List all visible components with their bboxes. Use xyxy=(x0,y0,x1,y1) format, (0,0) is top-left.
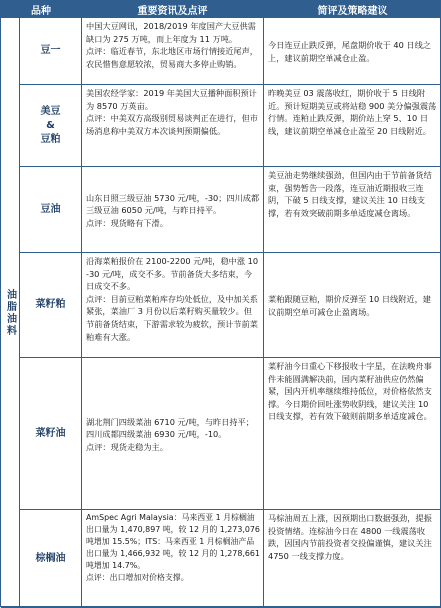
variety-label: 棕榈油 xyxy=(35,552,66,564)
news-cell xyxy=(82,510,264,608)
strategy-cell xyxy=(264,253,441,358)
news-cell xyxy=(82,167,264,253)
news-cell xyxy=(82,85,264,167)
variety-cell xyxy=(20,510,82,608)
strategy-text: 昨晚美豆 03 震荡收红，期价收于 5 日线附近。预计短期美豆或将站稳 900 美分偏强震荡行情。连粕止跌反弹，期价站上穿 5、10 日线，建议前期空单减仓止盈至 20 日线附近。 xyxy=(268,88,437,136)
news-cell xyxy=(82,358,264,510)
category-label: 油脂油料 xyxy=(1,18,20,608)
variety-label: 豆油 xyxy=(40,203,61,215)
variety-label: 美豆 & 豆粕 xyxy=(40,105,61,145)
header-variety: 品种 xyxy=(1,1,82,18)
variety-label: 豆一 xyxy=(40,45,61,56)
news-cell xyxy=(82,18,264,85)
strategy-text: 菜籽油今日重心下移报收十字星，在法晚舟事件未能圆满解决前，国内菜籽油供应仍然偏紧，国内开机率继续维持低位，对价格依然支撑。今日期价回吐涨势收阴线，建议关注 10 日线支撑，若有效下破则前期多单适度减仓。 xyxy=(268,361,432,422)
variety-cell xyxy=(20,18,82,85)
news-text: 山东日照三级豆油 5730 元/吨，-30；四川成都三级豆油 6050 元/吨，与昨日持平。 点评：现货略有下滑。 xyxy=(86,192,260,228)
header-strategy: 简评及策略建议 xyxy=(264,1,441,18)
news-text: 沿海菜粕报价在 2100-2200 元/吨，稳中涨 10-30 元/吨，成交不多。节前备货大多结束，今日成交不多。 点评：目前豆粕菜粕库存均处低位，及中加关系紧张，菜油厂 3 月份以后菜籽购买量较少。但节前备货结束，下游需求较为疲软，预计节前菜粕难有大涨。 xyxy=(86,256,259,342)
news-text: 湖北荆门四级菜油 6710 元/吨，与昨日持平；四川成都四级菜油 6930 元/吨，-10。 点评：现货走稳为主。 xyxy=(86,416,254,452)
header-news: 重要资讯及点评 xyxy=(82,1,264,18)
news-cell xyxy=(82,253,264,358)
variety-cell xyxy=(20,167,82,253)
strategy-text: 今日连豆止跌反弹，尾盘期价收于 40 日线之上，建议前期空单减仓止盈。 xyxy=(268,40,431,63)
strategy-cell xyxy=(264,358,441,510)
strategy-text: 美豆油走势继续强劲，但国内由于节前备货结束，强势暂告一段落，连豆油近期报收三连阴，下破 5 日线支撑，建议关注 10 日线支撑，若有效突破前期多单适度减仓离场。 xyxy=(268,170,432,218)
news-text: 美国农经学家：2019 年美国大豆播种面积预计为 8570 万英亩。 点评：中美双方高级别贸易谈判正在进行，但市场消息称中美双方本次谈判预期偏低。 xyxy=(86,88,258,136)
variety-label: 菜籽油 xyxy=(35,427,66,439)
strategy-cell xyxy=(264,85,441,167)
strategy-text: 马棕油周五上涨，因预期出口数据强劲，提振投资情绪。连棕油今日在 4800 一线震荡收跌，因国内节前投资者交投偏谨慎，建议关注 4750 一线支撑力度。 xyxy=(268,513,432,561)
variety-cell xyxy=(20,358,82,510)
strategy-text: 菜粕跟随豆粕，期价反弹至 10 日线附近，建议前期空单可减仓止盈离场。 xyxy=(268,294,431,317)
news-text: 中国大豆网讯，2018/2019 年度国产大豆供需缺口为 275 万吨，而上年度为 11 万吨。 点评：临近春节，东北地区市场行情接近尾声，农民惜售意愿较浓，贸易商大多停止购销。 xyxy=(86,21,258,69)
variety-label: 菜籽粕 xyxy=(35,299,66,310)
strategy-cell xyxy=(264,167,441,253)
strategy-cell xyxy=(264,18,441,85)
variety-cell xyxy=(20,85,82,167)
variety-cell xyxy=(20,253,82,358)
news-text: AmSpec Agri Malaysia：马来西亚 1 月棕榈油出口量为 1,470,897 吨，较 12 月的 1,273,076 吨增加 15.5%；ITS：马来西亚 1 月棕榈油产品出口量为 1,466,932 吨，较 12 月的 1,278,661 吨增加 14.7%。 点评：出口增加对价格支撑。 xyxy=(86,513,260,582)
strategy-cell xyxy=(264,510,441,608)
